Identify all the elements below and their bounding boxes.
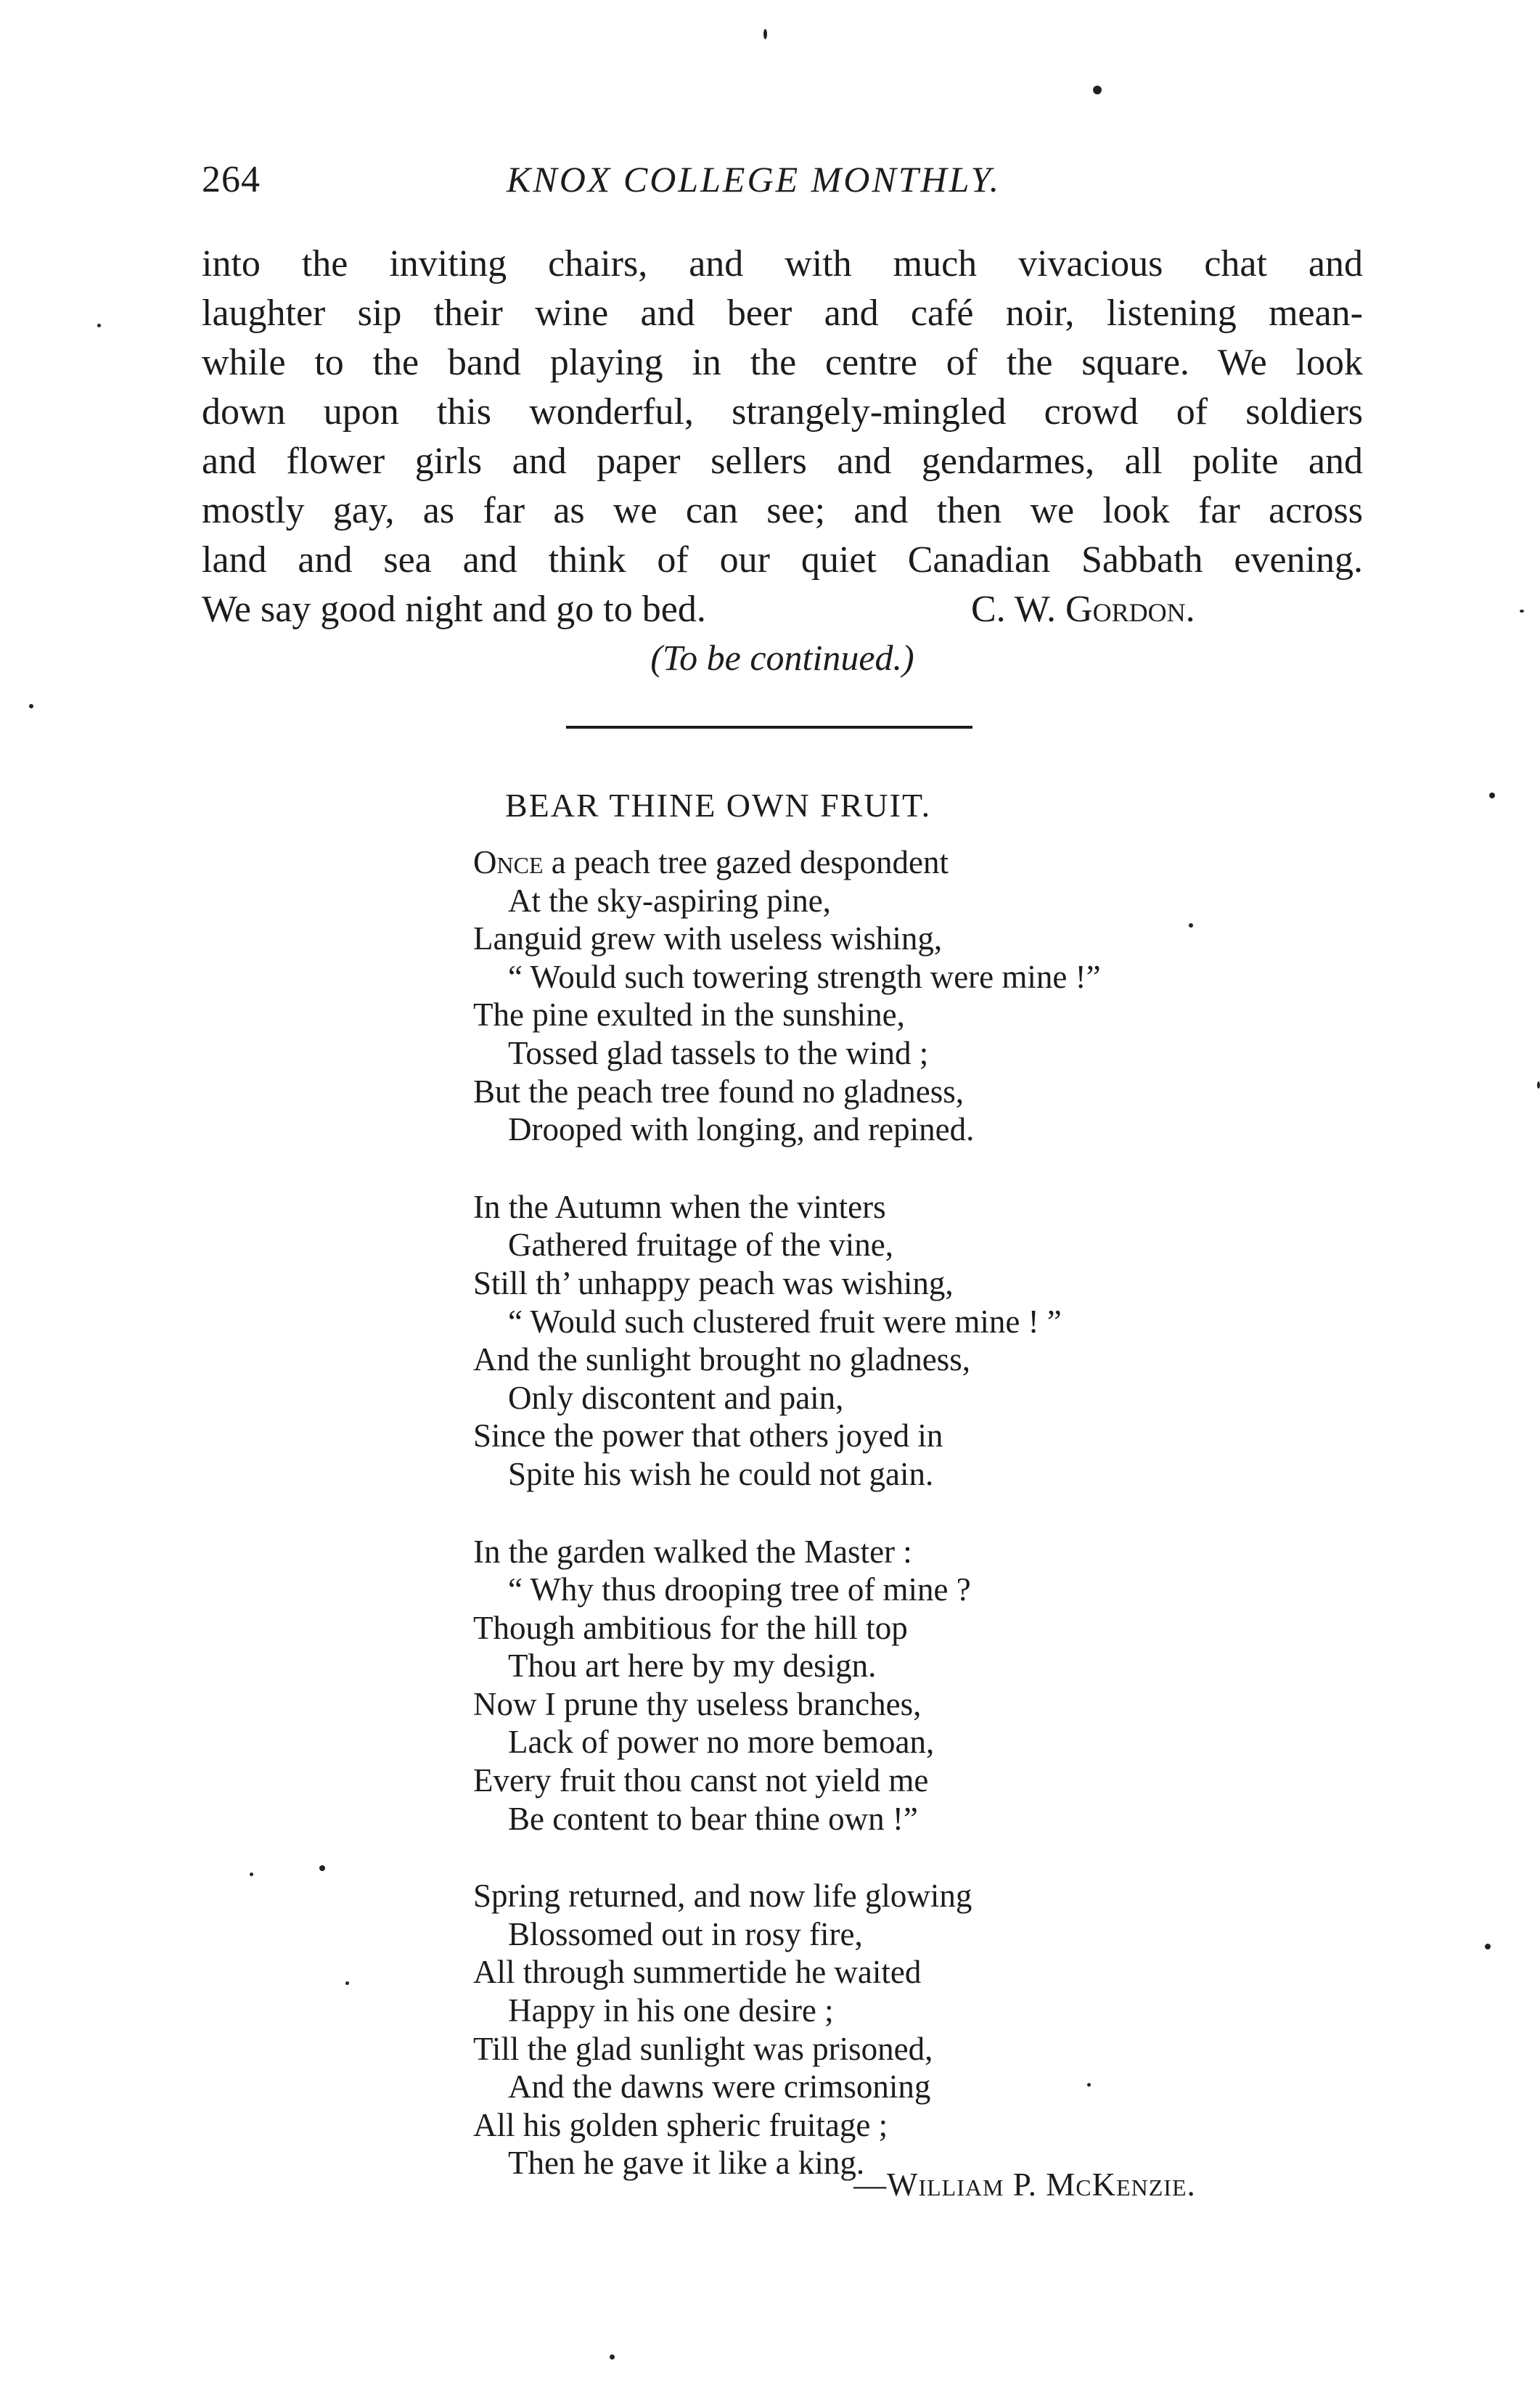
- verse-line: In the garden walked the Master :: [473, 1533, 912, 1570]
- stanza-1: [473, 843, 1344, 1149]
- verse-line: Drooped with longing, and repined.: [508, 1111, 975, 1148]
- verse-line: All his golden spheric fruitage ;: [473, 2106, 888, 2143]
- page-number: 264: [202, 159, 261, 200]
- section-divider: [566, 726, 972, 729]
- scan-speck: [97, 324, 101, 327]
- scan-speck: [1489, 793, 1495, 798]
- scan-speck: [1485, 1944, 1491, 1949]
- journal-title: KNOX COLLEGE MONTHLY.: [507, 159, 1002, 200]
- verse-line: Happy in his one desire ;: [508, 1992, 834, 2029]
- verse-line: Then he gave it like a king.: [508, 2145, 865, 2182]
- scan-speck: [1520, 610, 1524, 613]
- verse-line: Till the glad sunlight was prisoned,: [473, 2030, 933, 2067]
- stanza-3: [473, 1533, 1344, 1838]
- verse-line: Tossed glad tassels to the wind ;: [508, 1034, 929, 1071]
- verse-line: Lack of power no more bemoan,: [508, 1724, 935, 1761]
- prose-line: down upon this wonderful, strangely-mingled crowd of soldiers: [202, 391, 1363, 433]
- verse-line: At the sky-aspiring pine,: [508, 882, 831, 919]
- author-signature: C. W. Gordon.: [971, 589, 1195, 630]
- verse-line: Spring returned, and now life glowing: [473, 1878, 972, 1915]
- scan-speck: [1093, 86, 1102, 94]
- scan-speck: [1189, 923, 1193, 928]
- poem-title: BEAR THINE OWN FRUIT.: [505, 787, 932, 824]
- running-header: [202, 158, 1348, 209]
- verse-line: All through summertide he waited: [473, 1954, 922, 1991]
- verse-line: And the dawns were crimsoning: [508, 2068, 931, 2106]
- prose-line: while to the band playing in the centre of the square. We look: [202, 342, 1363, 383]
- prose-line: mostly gay, as far as we can see; and then we look far across: [202, 490, 1363, 531]
- scan-speck: [763, 29, 767, 39]
- scan-speck: [29, 704, 33, 708]
- verse-line: The pine exulted in the sunshine,: [473, 997, 905, 1034]
- scan-speck: [1537, 1081, 1540, 1089]
- prose-line: into the inviting chairs, and with much vivacious chat and: [202, 243, 1363, 285]
- verse-line: But the peach tree found no gladness,: [473, 1073, 964, 1110]
- scan-speck: [345, 1981, 349, 1985]
- verse-line: Only discontent and pain,: [508, 1379, 844, 1416]
- verse-line: Be content to bear thine own !”: [508, 1800, 918, 1837]
- verse-line: Though ambitious for the hill top: [473, 1609, 908, 1646]
- scan-speck: [250, 1873, 253, 1876]
- verse-line: Still th’ unhappy peach was wishing,: [473, 1264, 954, 1301]
- scan-speck: [1087, 2083, 1091, 2087]
- prose-line: and flower girls and paper sellers and gendarmes, all polite and: [202, 441, 1363, 482]
- poem-body: [473, 843, 1344, 2222]
- verse-text: a peach tree gazed despondent: [543, 844, 949, 880]
- scan-speck: [610, 2354, 615, 2360]
- verse-line: Every fruit thou canst not yield me: [473, 1762, 929, 1799]
- verse-line: Gathered fruitage of the vine,: [508, 1227, 894, 1264]
- verse-line: “ Why thus drooping tree of mine ?: [508, 1571, 971, 1608]
- prose-line: laughter sip their wine and beer and café noir, listening mean-: [202, 292, 1363, 334]
- verse-line: Thou art here by my design.: [508, 1648, 877, 1685]
- prose-paragraph: [202, 240, 1363, 634]
- to-be-continued-note: (To be continued.): [650, 637, 914, 678]
- prose-line-last: [202, 585, 1363, 634]
- verse-line: Since the power that others joyed in: [473, 1417, 943, 1454]
- prose-line: land and sea and think of our quiet Canadian Sabbath evening.: [202, 539, 1363, 581]
- prose-last-text: We say good night and go to bed.: [202, 589, 706, 630]
- verse-line: “ Would such towering strength were mine !”: [508, 958, 1101, 995]
- scan-speck: [319, 1865, 325, 1871]
- verse-line: In the Autumn when the vinters: [473, 1188, 886, 1225]
- verse-line: “ Would such clustered fruit were mine ! ”: [508, 1303, 1062, 1340]
- verse-line: [473, 843, 1344, 882]
- verse-line: And the sunlight brought no gladness,: [473, 1341, 970, 1378]
- opening-word: Once: [473, 844, 544, 880]
- verse-line: Now I prune thy useless branches,: [473, 1685, 922, 1722]
- poem-attribution: —William P. McKenzie.: [853, 2166, 1196, 2203]
- stanza-2: [473, 1188, 1344, 1494]
- verse-line: Blossomed out in rosy fire,: [508, 1915, 863, 1952]
- verse-line: Languid grew with useless wishing,: [473, 920, 943, 957]
- verse-line: Spite his wish he could not gain.: [508, 1455, 934, 1492]
- stanza-4: [473, 1877, 1344, 2182]
